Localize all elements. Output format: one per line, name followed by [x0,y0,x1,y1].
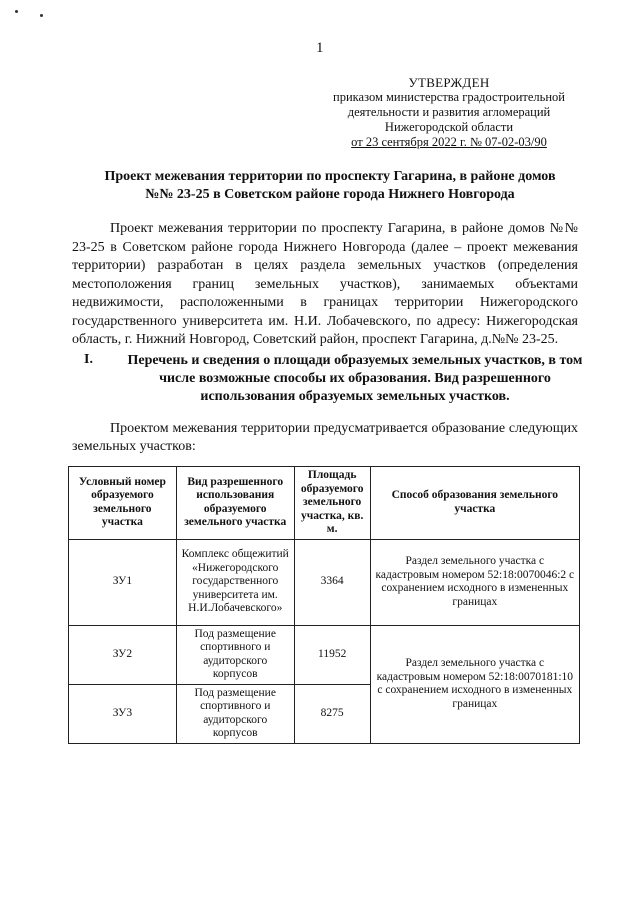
table-header-cell: Площадь образуемого земельного участка, кв. м. [294,467,370,540]
scan-speck [15,10,18,13]
plot-method-cell: Раздел земельного участка с кадастровым номером 52:18:0070181:10 с сохранением исходного в измененных границах [370,625,579,743]
section-number: I. [84,352,93,367]
scan-speck [40,14,43,17]
plot-use-cell: Комплекс общежитий «Нижегородского государственного университета им. Н.И.Лобачевского» [176,539,294,625]
approval-block [318,75,580,150]
table-header-row [69,467,580,540]
plot-use-cell: Под размещение спортивного и аудиторского корпусов [176,625,294,684]
table-row [69,539,580,625]
section-paragraph: Проектом межевания территории предусматривается образование следующих земельных участков: [72,421,578,454]
approval-line: Нижегородской области [384,120,514,134]
approval-line: деятельности и развития агломераций [347,105,551,119]
title-line: Проект межевания территории по проспекту Гагарина, в районе домов [104,169,556,184]
table-header-cell: Условный номер образуемого земельного участка [69,467,177,540]
document-title [70,168,590,204]
section-title: Перечень и сведения о площади образуемых земельных участков, в том числе возможные способы их образования. Вид разрешенного использования образуемых земельных участков. [127,353,583,404]
title-line: №№ 23-25 в Советском районе города Нижнего Новгорода [145,187,515,202]
page-number: 1 [316,40,324,56]
approval-line: приказом министерства градостроительной [333,90,565,104]
plot-area-cell: 3364 [294,539,370,625]
table-row [69,625,580,684]
table-header-cell: Способ образования земельного участка [370,467,579,540]
approval-heading: УТВЕРЖДЕН [408,75,490,90]
plot-id-cell: ЗУ3 [69,684,177,743]
plot-use-cell: Под размещение спортивного и аудиторского корпусов [176,684,294,743]
land-plots-table [68,466,580,744]
intro-paragraph: Проект межевания территории по проспекту Гагарина, в районе домов №№ 23-25 в Советском районе города Нижнего Новгорода (далее – проект межевания территории) разработан в целях раздела земельных участков (определения местоположения границ земельных участков), занимаемых объектами недвижимости, расположенными в границах территории Нижегородского государственного университета им. Н.И. Лобачевского, по адресу: Нижегородская область, г. Нижний Новгород, Советский район, проспект Гагарина, д.№№ 23-25. [72,221,578,347]
plot-id-cell: ЗУ1 [69,539,177,625]
plot-id-cell: ЗУ2 [69,625,177,684]
plot-method-cell: Раздел земельного участка с кадастровым номером 52:18:0070046:2 с сохранением исходного в измененных границах [370,539,579,625]
plot-area-cell: 8275 [294,684,370,743]
plot-area-cell: 11952 [294,625,370,684]
approval-date: от 23 сентября 2022 г. № 07-02-03/90 [351,135,547,149]
table-header-cell: Вид разрешенного использования образуемого земельного участка [176,467,294,540]
